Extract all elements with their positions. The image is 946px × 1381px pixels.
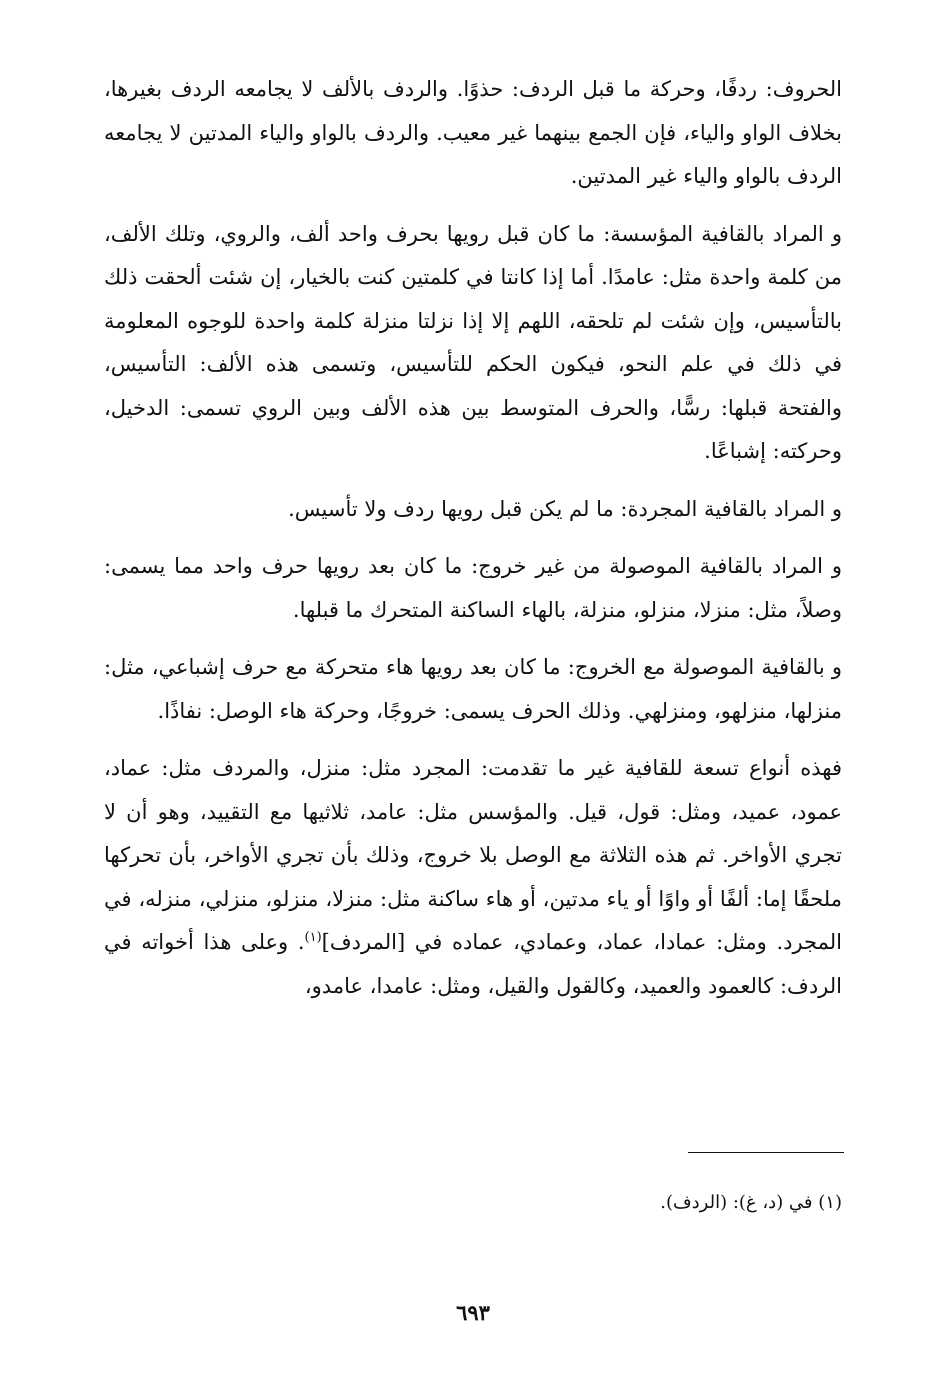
paragraph-6 (104, 747, 842, 1008)
paragraph-3: و المراد بالقافية المجردة: ما لم يكن قبل رويها ردف ولا تأسيس. (288, 496, 842, 521)
footnote: (١) في (د، غ): (الردف). (660, 1192, 842, 1213)
paragraph-2: و المراد بالقافية المؤسسة: ما كان قبل رويها بحرف واحد ألف، والروي، وتلك الألف، من كلمة واحدة مثل: عامدًا. أما إذا كانتا في كلمتين كنت بالخيار، إن شئت ألحقت ذلك بالتأسيس، وإن شئت لم تلحقه، اللهم إلا إذا نزلتا منزلة كلمة واحدة للوجوه المعلومة في ذلك في علم النحو، فيكون الحكم للتأسيس، وتسمى هذه الألف: التأسيس، والفتحة قبلها: رسًّا، والحرف المتوسط بين هذه الألف وبين الروي تسمى: الدخيل، وحركته: إشباعًا. (104, 221, 842, 463)
paragraph-4: و المراد بالقافية الموصولة من غير خروج: ما كان بعد رويها حرف واحد مما يسمى: وصلاً، مثل: منزلا، منزلو، منزلة، بالهاء الساكنة المتحرك ما قبلها. (104, 554, 842, 622)
paragraph-5: و بالقافية الموصولة مع الخروج: ما كان بعد رويها هاء متحركة مع حرف إشباعي، مثل: منزلها، منزلهو، ومنزلهي. وذلك الحرف يسمى: خروجًا، وحركة هاء الوصل: نفاذًا. (104, 655, 842, 723)
paragraph-6-text-before-note: فهذه أنواع تسعة للقافية غير ما تقدمت: المجرد مثل: منزل، والمردف مثل: عماد، عمود، عميد، ومثل: قول، قيل. والمؤسس مثل: عامد، ثلاثيها مع التقييد، وهو أن لا تجري الأواخر. ثم هذه الثلاثة مع الوصل بلا خروج، وذلك بأن تجري الأواخر، بأن تحركها ملحقًا إما: ألفًا أو واوًا أو ياء مدتين، أو هاء ساكنة مثل: منزلا، منزلو، منزلي، منزله، في المجرد. ومثل: عمادا، عماد، وعمادي، عماده في [المردف] (104, 756, 842, 954)
paragraph-6-text-after-note: . وعلى هذا أخواته في الردف: كالعمود والعميد، وكالقول والقيل، ومثل: عامدا، عامدو، (104, 930, 842, 998)
footnote-divider (688, 1152, 844, 1153)
page-number: ٦٩٣ (456, 1300, 490, 1325)
footnote-reference: (١) (304, 930, 322, 945)
paragraph-1: الحروف: ردفًا، وحركة ما قبل الردف: حذوًا. والردف بالألف لا يجامعه الردف بغيرها، بخلاف الواو والياء، فإن الجمع بينهما غير معيب. والردف بالواو والياء المدتين لا يجامعه الردف بالواو والياء غير المدتين. (104, 77, 842, 188)
main-text (104, 68, 842, 1008)
